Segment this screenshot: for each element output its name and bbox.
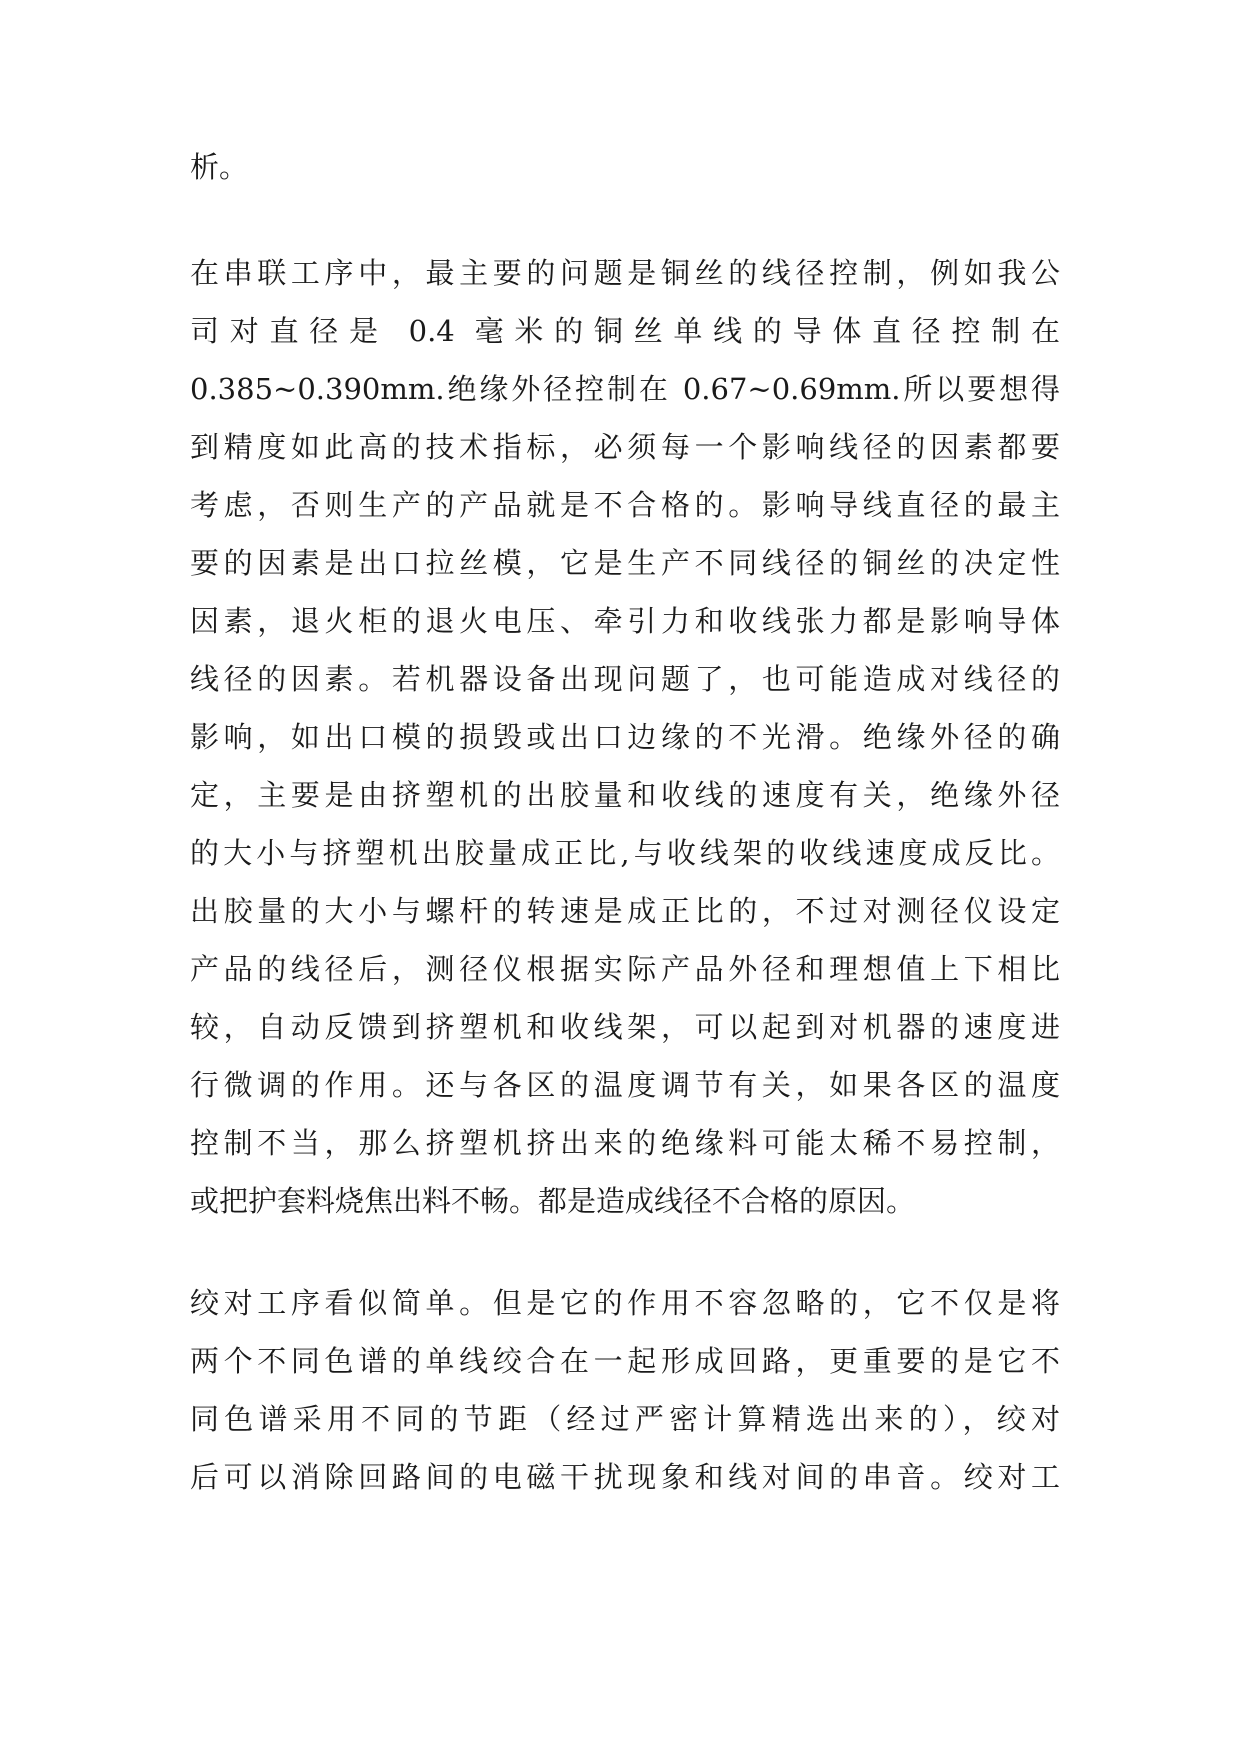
text-line: 定，主要是由挤塑机的出胶量和收线的速度有关，绝缘外径 <box>190 778 1060 812</box>
paragraph-tandem-process <box>190 244 1060 1230</box>
text-line: 考虑，否则生产的产品就是不合格的。影响导线直径的最主 <box>190 488 1060 522</box>
text-line: 产品的线径后，测径仪根据实际产品外径和理想值上下相比 <box>190 952 1060 986</box>
text-line: 较，自动反馈到挤塑机和收线架，可以起到对机器的速度进 <box>190 1010 1060 1044</box>
text-line: 司对直径是 0.4 毫米的铜丝单线的导体直径控制在 <box>190 314 1060 348</box>
text-line: 同色谱采用不同的节距（经过严密计算精选出来的），绞对 <box>190 1402 1060 1436</box>
text-line: 在串联工序中，最主要的问题是铜丝的线径控制，例如我公 <box>190 256 1060 290</box>
text-line: 到精度如此高的技术指标，必须每一个影响线径的因素都要 <box>190 430 1060 464</box>
text-line: 出胶量的大小与螺杆的转速是成正比的，不过对测径仪设定 <box>190 894 1060 928</box>
paragraph-intro-fragment <box>190 138 1060 196</box>
text-line: 影响，如出口模的损毁或出口边缘的不光滑。绝缘外径的确 <box>190 720 1060 754</box>
text-line: 绞对工序看似简单。但是它的作用不容忽略的，它不仅是将 <box>190 1286 1060 1320</box>
text-line: 两个不同色谱的单线绞合在一起形成回路，更重要的是它不 <box>190 1344 1060 1378</box>
paragraph-twisting-process <box>190 1274 1060 1506</box>
text-line: 后可以消除回路间的电磁干扰现象和线对间的串音。绞对工 <box>190 1460 1060 1494</box>
text-line: 0.385~0.390mm.绝缘外径控制在 0.67~0.69mm.所以要想得 <box>190 372 1060 406</box>
text-line: 因素，退火柜的退火电压、牵引力和收线张力都是影响导体 <box>190 604 1060 638</box>
text-line: 要的因素是出口拉丝模，它是生产不同线径的铜丝的决定性 <box>190 546 1060 580</box>
text-line: 行微调的作用。还与各区的温度调节有关，如果各区的温度 <box>190 1068 1060 1102</box>
text-line: 或把护套料烧焦出料不畅。都是造成线径不合格的原因。 <box>190 1184 916 1218</box>
text-line: 析。 <box>190 150 249 184</box>
text-line: 线径的因素。若机器设备出现问题了，也可能造成对线径的 <box>190 662 1060 696</box>
text-line: 的大小与挤塑机出胶量成正比,与收线架的收线速度成反比。 <box>190 836 1060 870</box>
text-line: 控制不当，那么挤塑机挤出来的绝缘料可能太稀不易控制， <box>190 1126 1060 1160</box>
